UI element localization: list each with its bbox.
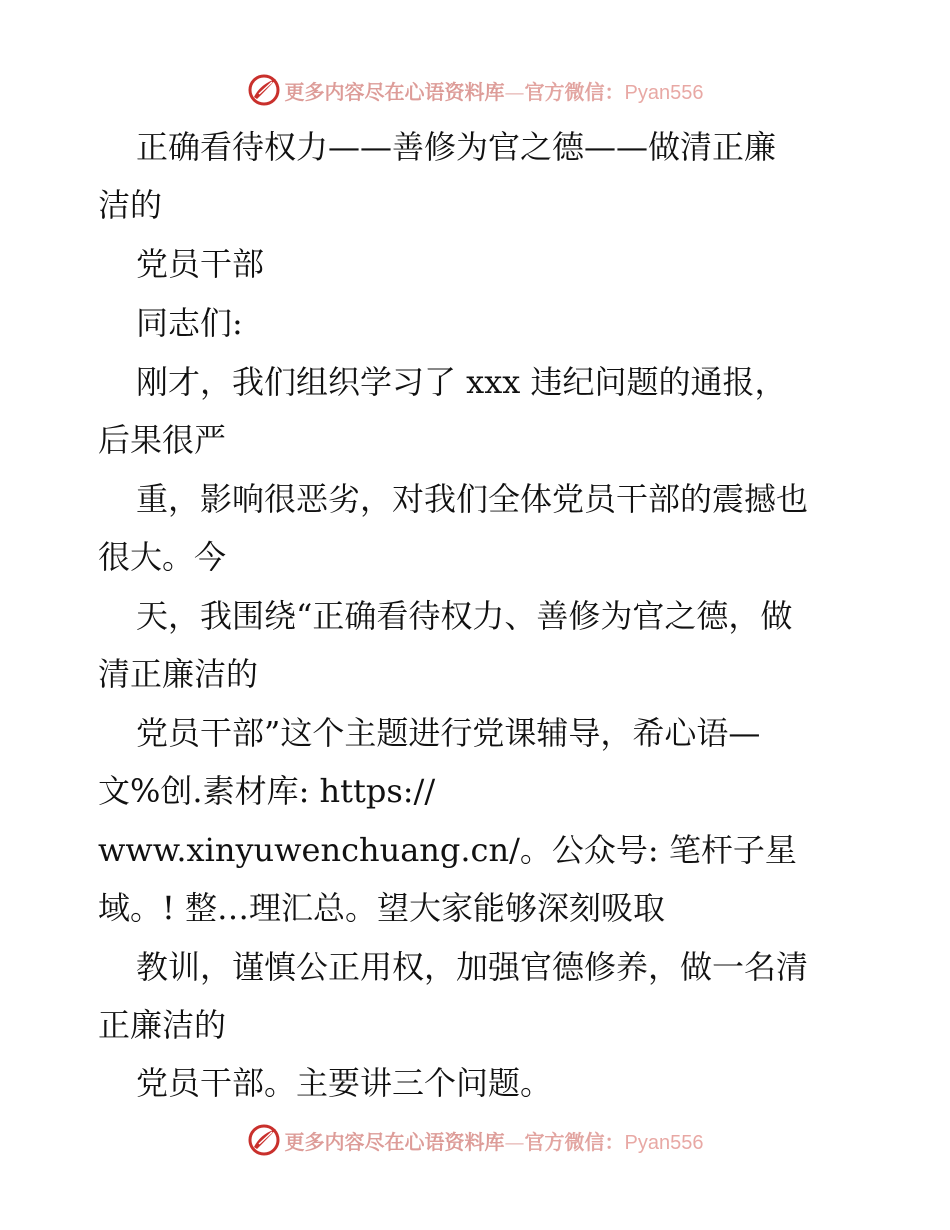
paragraph-line: 清正廉洁的 bbox=[98, 655, 259, 693]
paragraph-line: 很大。今 bbox=[98, 538, 227, 576]
watermark-handle: Pyan556 bbox=[624, 81, 704, 104]
watermark-separator: — bbox=[504, 1129, 525, 1154]
paragraph-line: 天，我围绕“正确看待权力、善修为官之德，做 bbox=[136, 597, 793, 635]
watermark-brand: 更多内容尽在心语资料库 bbox=[284, 79, 505, 104]
paragraph-line: 后果很严 bbox=[98, 421, 227, 459]
watermark-separator: — bbox=[504, 79, 525, 104]
pen-logo-icon bbox=[247, 1123, 281, 1157]
paragraph-line: www.xinyuwenchuang.cn/。公众号: 笔杆子星 bbox=[98, 831, 797, 869]
salutation: 同志们: bbox=[136, 304, 243, 342]
watermark-text bbox=[285, 1126, 704, 1155]
paragraph-line: 正廉洁的 bbox=[98, 1006, 227, 1044]
doc-title-line-3: 党员干部 bbox=[136, 245, 265, 283]
paragraph-line: 刚才，我们组织学习了 xxx 违纪问题的通报， bbox=[136, 363, 787, 401]
footer-watermark bbox=[0, 1120, 950, 1160]
paragraph-line: 党员干部”这个主题进行党课辅导，希心语— bbox=[136, 714, 761, 752]
paragraph-line: 文%创.素材库: https:// bbox=[98, 772, 436, 810]
paragraph-line: 重，影响很恶劣，对我们全体党员干部的震撼也 bbox=[136, 480, 809, 518]
watermark-brand: 更多内容尽在心语资料库 bbox=[284, 1129, 505, 1154]
paragraph-line: 党员干部。主要讲三个问题。 bbox=[136, 1064, 553, 1102]
watermark-handle: Pyan556 bbox=[624, 1131, 704, 1154]
doc-title-line-2: 洁的 bbox=[98, 186, 163, 224]
watermark-contact: 官方微信： bbox=[524, 1129, 625, 1154]
watermark-contact: 官方微信： bbox=[524, 79, 625, 104]
doc-title-line-1: 正确看待权力——善修为官之德——做清正廉 bbox=[136, 128, 777, 166]
paragraph-line: 域。! 整…理汇总。望大家能够深刻吸取 bbox=[98, 889, 666, 927]
paragraph-line: 教训，谨慎公正用权，加强官德修养，做一名清 bbox=[136, 948, 809, 986]
